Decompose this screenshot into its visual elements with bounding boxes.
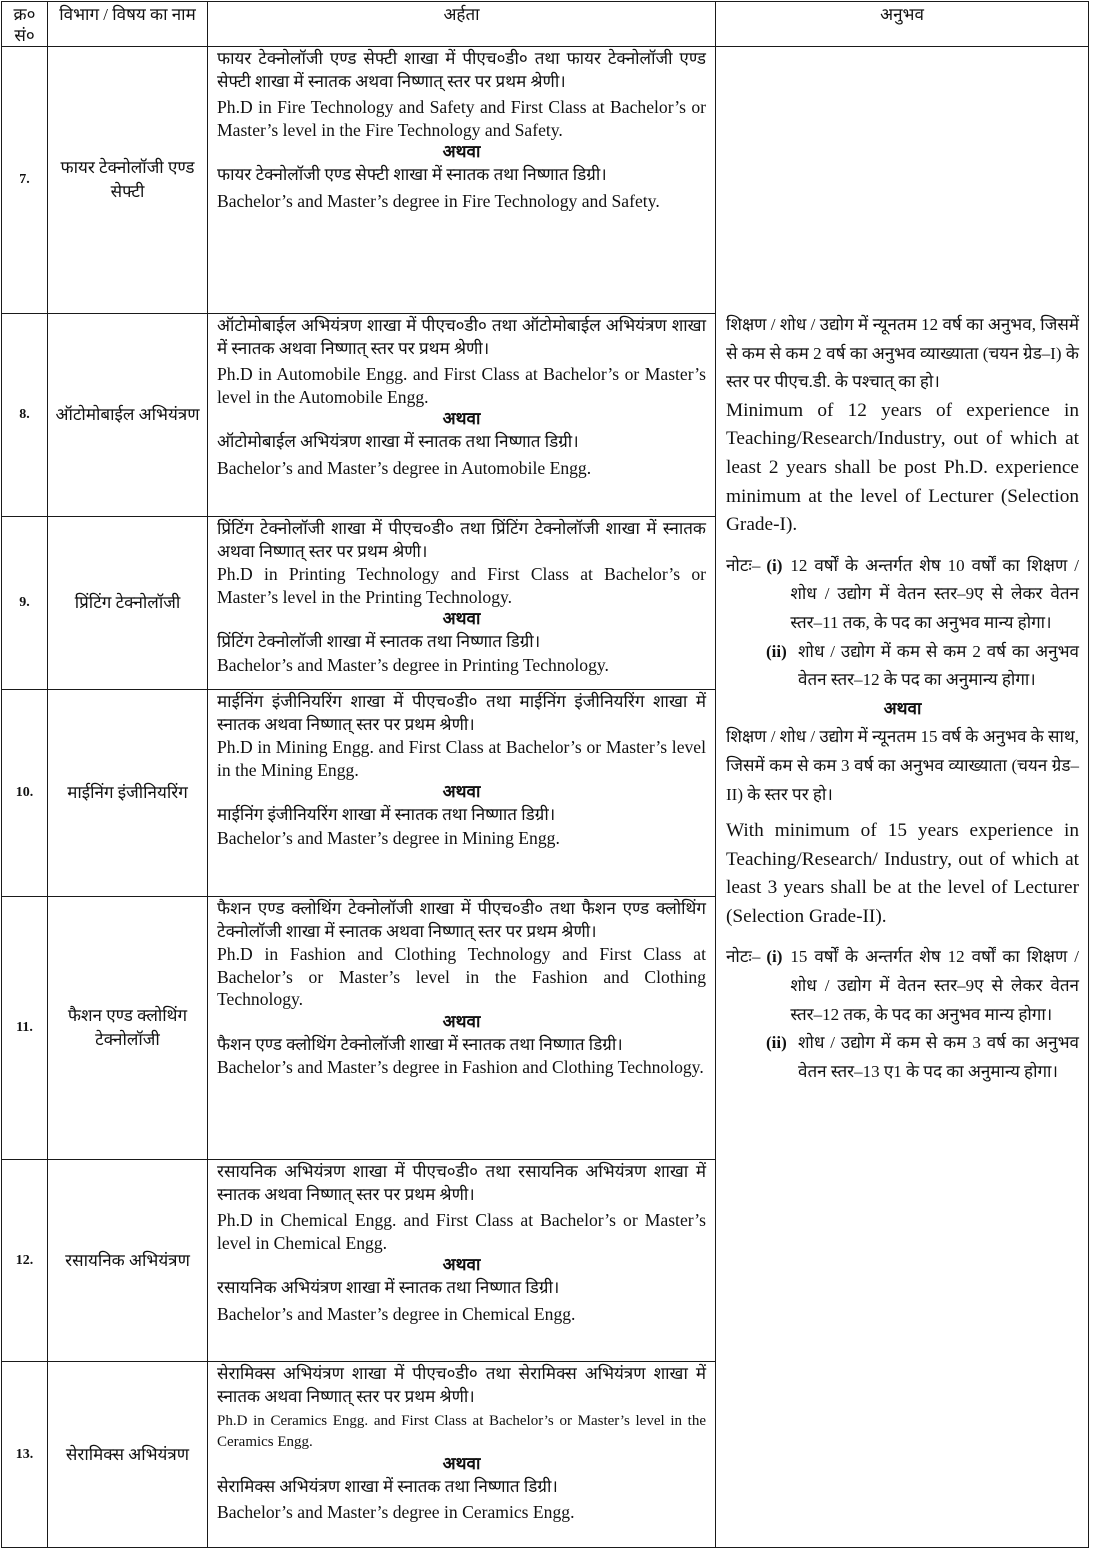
qualification-english: Ph.D in Automobile Engg. and First Class at Bachelor’s or Master’s level in the Automobile Engg. — [217, 364, 706, 407]
qualification-english: Ph.D in Chemical Engg. and First Class at Bachelor’s or Master’s level in Chemical Engg. — [217, 1210, 706, 1253]
note-1-ii — [726, 638, 1079, 695]
qualification-hindi: ऑटोमोबाईल अभियंत्रण शाखा में पीएच०डी० तथा ऑटोमोबाईल अभियंत्रण शाखा में स्नातक अथवा निष्णात् स्तर पर प्रथम श्रेणी। — [217, 316, 706, 358]
alternate-english: Bachelor’s and Master’s degree in Chemical Engg. — [217, 1303, 576, 1324]
row-qualification — [208, 314, 716, 517]
qualification-english: Ph.D in Fire Technology and Safety and First Class at Bachelor’s or Master’s level in the Fire Technology and Safety. — [217, 97, 706, 140]
experience-or-label: अथवा — [883, 698, 922, 718]
row-qualification — [208, 1160, 716, 1362]
alternate-hindi: ऑटोमोबाईल अभियंत्रण शाखा में स्नातक तथा निष्णात डिग्री। — [217, 431, 579, 451]
experience-cell — [716, 47, 1089, 1548]
alternate-hindi: सेरामिक्स अभियंत्रण शाखा में स्नातक तथा निष्णात डिग्री। — [217, 1476, 558, 1496]
note-2 — [726, 943, 1079, 1029]
qualification-english: Ph.D in Mining Engg. and First Class at Bachelor’s or Master’s level in the Mining Engg. — [217, 737, 706, 780]
qualification-english: Ph.D in Ceramics Engg. and First Class at Bachelor’s or Master’s level in the Ceramics Engg. — [217, 1413, 706, 1451]
note-1-i-text: 12 वर्षों के अन्तर्गत शेष 10 वर्षों का शिक्षण / शोध / उद्योग में वेतन स्तर–9ए से लेकर वेतन स्तर–11 तक, के पद का अनुभव मान्य होगा। — [790, 555, 1079, 632]
header-experience: अनुभव — [716, 2, 1089, 47]
row-dept: फायर टेक्नोलॉजी एण्ड सेफ्टी — [48, 47, 208, 314]
alternate-english: Bachelor’s and Master’s degree in Fire Technology and Safety. — [217, 190, 660, 211]
experience-main-hindi: शिक्षण / शोध / उद्योग में न्यूनतम 12 वर्ष का अनुभव, जिसमें से कम से कम 2 वर्ष का अनुभव व्याख्याता (चयन ग्रेड–I) के स्तर पर पीएच.डी. के पश्चात् का हो। — [726, 315, 1079, 392]
row-qualification — [208, 897, 716, 1160]
row-qualification — [208, 47, 716, 314]
row-qualification — [208, 690, 716, 897]
note-2-i-number: (i) — [766, 947, 783, 967]
alternate-english: Bachelor’s and Master’s degree in Automobile Engg. — [217, 457, 592, 478]
qualification-hindi: माईनिंग इंजीनियरिंग शाखा में पीएच०डी० तथा माईनिंग इंजीनियरिंग शाखा में स्नातक अथवा निष्णात् स्तर पर प्रथम श्रेणी। — [217, 692, 706, 734]
alternate-english: Bachelor’s and Master’s degree in Printing Technology. — [217, 654, 609, 675]
note-1 — [726, 552, 1079, 638]
note-2-ii — [726, 1029, 1079, 1086]
note-2-i-text: 15 वर्षों के अन्तर्गत शेष 12 वर्षों का शिक्षण / शोध / उद्योग में वेतन स्तर–9ए से लेकर वेतन स्तर–12 तक, के पद का अनुभव मान्य होगा। — [790, 947, 1079, 1024]
experience-main-english: Minimum of 12 years of experience in Teaching/Research/Industry, out of which at least 2 years shall be post Ph.D. experience minimum at the level of Lecturer (Selection Grade-I). — [726, 399, 1079, 536]
or-label: अथवा — [442, 1011, 481, 1031]
note-1-ii-number: (ii) — [766, 641, 787, 661]
or-label: अथवा — [442, 609, 481, 629]
alternate-hindi: माईनिंग इंजीनियरिंग शाखा में स्नातक तथा निष्णात डिग्री। — [217, 804, 556, 824]
qualification-hindi: सेरामिक्स अभियंत्रण शाखा में पीएच०डी० तथा सेरामिक्स अभियंत्रण शाखा में स्नातक अथवा निष्णात् स्तर पर प्रथम श्रेणी। — [217, 1364, 706, 1406]
note-2-ii-number: (ii) — [766, 1033, 787, 1053]
or-label: अथवा — [442, 142, 481, 162]
qualification-english: Ph.D in Printing Technology and First Class at Bachelor’s or Master’s level in the Printing Technology. — [217, 564, 706, 607]
row-sno: 9. — [2, 517, 48, 690]
alternate-hindi: रसायनिक अभियंत्रण शाखा में स्नातक तथा निष्णात डिग्री। — [217, 1277, 560, 1297]
note-1-ii-text: शोध / उद्योग में कम से कम 2 वर्ष का अनुभव वेतन स्तर–12 के पद का अनुमान्य होगा। — [798, 641, 1079, 690]
note-2-ii-text: शोध / उद्योग में कम से कम 3 वर्ष का अनुभव वेतन स्तर–13 ए1 के पद का अनुमान्य होगा। — [798, 1033, 1079, 1081]
row-sno: 8. — [2, 314, 48, 517]
alternate-hindi: प्रिंटिंग टेक्नोलॉजी शाखा में स्नातक तथा निष्णात डिग्री। — [217, 631, 541, 651]
row-sno: 13. — [2, 1362, 48, 1548]
header-dept: विभाग / विषय का नाम — [48, 2, 208, 47]
alternate-english: Bachelor’s and Master’s degree in Fashion and Clothing Technology. — [217, 1057, 704, 1078]
alternate-hindi: फायर टेक्नोलॉजी एण्ड सेफ्टी शाखा में स्नातक तथा निष्णात डिग्री। — [217, 164, 607, 184]
row-dept: माईनिंग इंजीनियरिंग — [48, 690, 208, 897]
alternate-english: Bachelor’s and Master’s degree in Ceramics Engg. — [217, 1502, 575, 1523]
note-1-i-number: (i) — [766, 555, 783, 575]
row-sno: 7. — [2, 47, 48, 314]
row-dept: प्रिंटिंग टेक्नोलॉजी — [48, 517, 208, 690]
note-1-label: नोटः– — [726, 555, 761, 575]
experience-alt-english: With minimum of 15 years experience in Teaching/Research/ Industry, out of which at least 3 years shall be at the level of Lecturer (Selection Grade-II). — [726, 820, 1079, 927]
row-sno: 11. — [2, 897, 48, 1160]
or-label: अथवा — [442, 409, 481, 429]
qualification-hindi: फैशन एण्ड क्लोथिंग टेक्नोलॉजी शाखा में पीएच०डी० तथा फैशन एण्ड क्लोथिंग टेक्नोलॉजी शाखा में स्नातक अथवा निष्णात् स्तर पर प्रथम श्रेणी। — [217, 899, 706, 941]
row-dept: रसायनिक अभियंत्रण — [48, 1160, 208, 1362]
experience-alt-hindi: शिक्षण / शोध / उद्योग में न्यूनतम 15 वर्ष के अनुभव के साथ, जिसमें कम से कम 3 वर्ष का अनुभव व्याख्याता (चयन ग्रेड–II) के स्तर पर हो। — [726, 727, 1079, 804]
or-label: अथवा — [442, 1454, 481, 1474]
header-qualification: अर्हता — [208, 2, 716, 47]
row-dept: फैशन एण्ड क्लोथिंग टेक्नोलॉजी — [48, 897, 208, 1160]
qualification-english: Ph.D in Fashion and Clothing Technology and First Class at Bachelor’s or Master’s level in the Fashion and Clothing Technology. — [217, 944, 706, 1010]
note-2-label: नोटः– — [726, 947, 761, 967]
row-sno: 10. — [2, 690, 48, 897]
header-row — [2, 2, 1089, 47]
or-label: अथवा — [442, 782, 481, 802]
table-row — [2, 47, 1089, 314]
qualification-table — [1, 1, 1089, 1548]
qualification-hindi: प्रिंटिंग टेक्नोलॉजी शाखा में पीएच०डी० तथा प्रिंटिंग टेक्नोलॉजी शाखा में स्नातक अथवा निष्णात् स्तर पर प्रथम श्रेणी। — [217, 519, 706, 561]
row-dept: सेरामिक्स अभियंत्रण — [48, 1362, 208, 1548]
alternate-english: Bachelor’s and Master’s degree in Mining Engg. — [217, 827, 560, 848]
row-sno: 12. — [2, 1160, 48, 1362]
row-qualification — [208, 517, 716, 690]
alternate-hindi: फैशन एण्ड क्लोथिंग टेक्नोलॉजी शाखा में स्नातक तथा निष्णात डिग्री। — [217, 1034, 623, 1054]
or-label: अथवा — [442, 1255, 481, 1275]
qualification-hindi: रसायनिक अभियंत्रण शाखा में पीएच०डी० तथा रसायनिक अभियंत्रण शाखा में स्नातक अथवा निष्णात् स्तर पर प्रथम श्रेणी। — [217, 1162, 706, 1204]
row-qualification — [208, 1362, 716, 1548]
header-sno: क्र० सं० — [2, 2, 48, 47]
qualification-hindi: फायर टेक्नोलॉजी एण्ड सेफ्टी शाखा में पीएच०डी० तथा फायर टेक्नोलॉजी एण्ड सेफ्टी शाखा में स्नातक अथवा निष्णात् स्तर पर प्रथम श्रेणी। — [217, 49, 706, 91]
row-dept: ऑटोमोबाईल अभियंत्रण — [48, 314, 208, 517]
